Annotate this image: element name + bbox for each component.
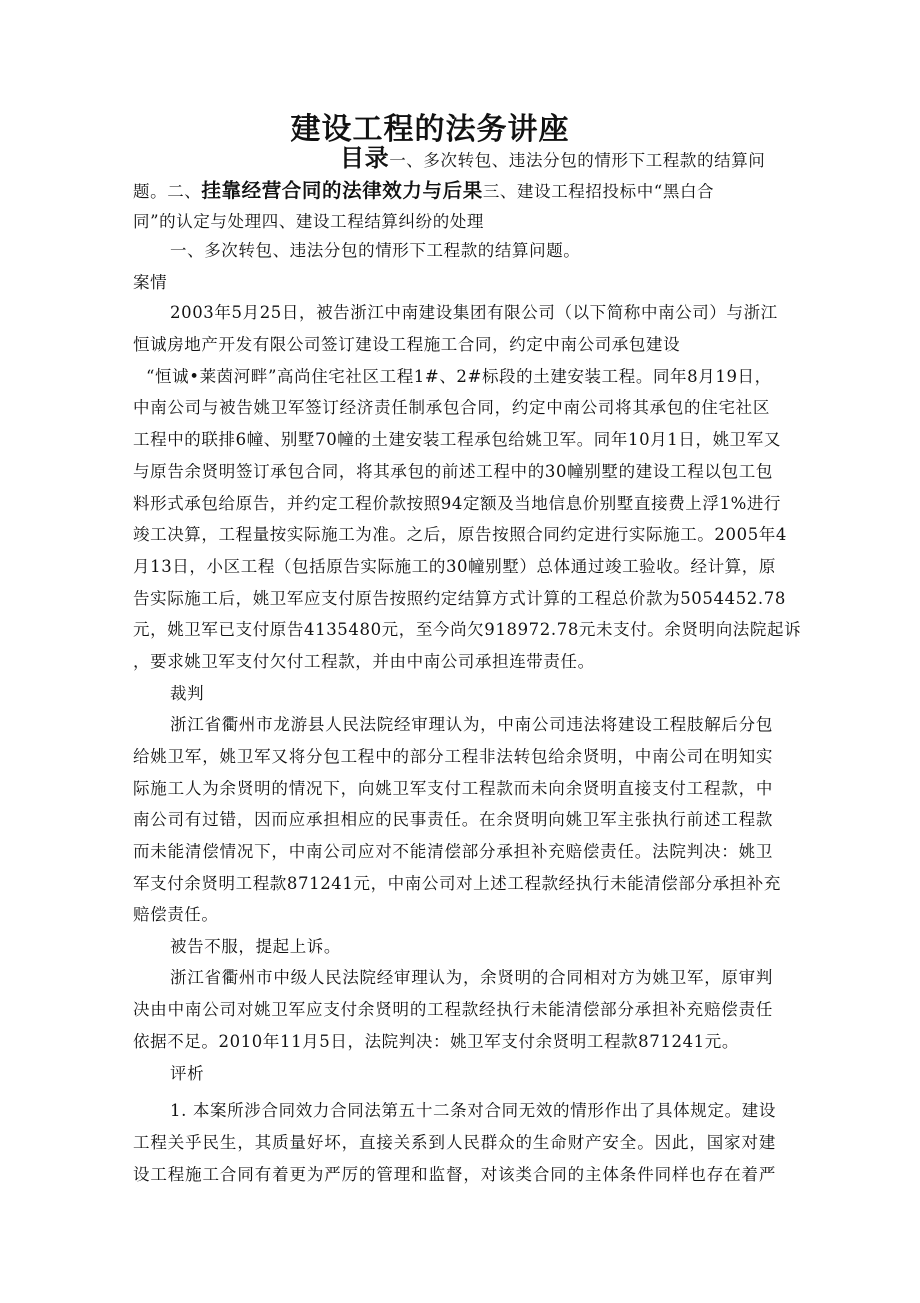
judgment-line: 际施工人为余贤明的情况下，向姚卫军支付工程款而未向余贤明直接支付工程款，中 xyxy=(133,779,773,798)
case-line: 料形式承包给原告，并约定工程价款按照94定额及当地信息价别墅直接费上浮1%进行 xyxy=(133,494,782,513)
case-line: 告实际施工后，姚卫军应支付原告按照约定结算方式计算的工程总价款为5054452.78 xyxy=(133,589,786,608)
second-instance-line: 决由中南公司对姚卫军应支付余贤明的工程款经执行未能清偿部分承担补充赔偿责任 xyxy=(133,1000,773,1019)
judgment-line: 赔偿责任。 xyxy=(133,905,219,924)
case-line: 中南公司与被告姚卫军签订经济责任制承包合同，约定中南公司将其承包的住宅社区 xyxy=(133,398,770,417)
appeal-line: 被告不服，提起上诉。 xyxy=(170,937,341,956)
judgment-line: 给姚卫军，姚卫军又将分包工程中的部分工程非法转包给余贤明，中南公司在明知实 xyxy=(133,747,773,766)
case-line: 恒诚房地产开发有限公司签订建设工程施工合同，约定中南公司承包建设 xyxy=(133,335,681,354)
section-heading: 一、多次转包、违法分包的情形下工程款的结算问题。 xyxy=(170,241,581,260)
case-line: 月13日，小区工程（包括原告实际施工的30幢别墅）总体通过竣工验收。经计算，原 xyxy=(133,557,776,576)
case-line: 2003年5月25日，被告浙江中南建设集团有限公司（以下简称中南公司）与浙江 xyxy=(170,303,778,322)
analysis-label: 评析 xyxy=(170,1064,205,1083)
analysis-line: 设工程施工合同有着更为严厉的管理和监督，对该类合同的主体条件同样也存在着严 xyxy=(133,1165,776,1184)
case-line: “恒诚•莱茵河畔”高尚住宅社区工程1#、2#标段的土建安装工程。同年8月19日， xyxy=(146,367,772,386)
case-line: ，要求姚卫军支付欠付工程款，并由中南公司承担连带责任。 xyxy=(133,652,595,671)
second-instance-line: 浙江省衢州市中级人民法院经审理认为，余贤明的合同相对方为姚卫军，原审判 xyxy=(170,968,773,987)
toc-item-3: 三、建设工程招投标中“黑白合 xyxy=(482,182,715,201)
judgment-line: 而未能清偿情况下，中南公司应对不能清偿部分承担补充赔偿责任。法院判决：姚卫 xyxy=(133,842,773,861)
toc-item-2: 挂靠经营合同的法律效力与后果 xyxy=(201,179,483,202)
judgment-line: 南公司有过错，因而应承担相应的民事责任。在余贤明向姚卫军主张执行前述工程款 xyxy=(133,810,773,829)
judgment-label: 裁判 xyxy=(170,684,205,703)
second-instance-line: 依据不足。2010年11月5日，法院判决：姚卫军支付余贤明工程款871241元。 xyxy=(133,1032,739,1051)
page-title: 建设工程的法务讲座 xyxy=(290,112,570,147)
toc-line-3: 同”的认定与处理四、建设工程结算纠纷的处理 xyxy=(133,212,485,231)
toc-heading: 目录 xyxy=(340,144,390,172)
toc-line-1 xyxy=(340,144,800,172)
toc-item-1-end: 题。二、 xyxy=(133,182,202,201)
case-line: 元，姚卫军已支付原告4135480元，至今尚欠918972.78元未支付。余贤明向法院起诉 xyxy=(133,620,802,639)
analysis-line: 1. 本案所涉合同效力合同法第五十二条对合同无效的情形作出了具体规定。建设 xyxy=(170,1101,776,1120)
judgment-line: 军支付余贤明工程款871241元，中南公司对上述工程款经执行未能清偿部分承担补充 xyxy=(133,874,781,893)
toc-item-1: 一、多次转包、违法分包的情形下工程款的结算问 xyxy=(389,151,766,170)
analysis-line: 工程关乎民生，其质量好坏，直接关系到人民群众的生命财产安全。因此，国家对建 xyxy=(133,1133,776,1152)
case-line: 与原告余贤明签订承包合同，将其承包的前述工程中的30幢别墅的建设工程以包工包 xyxy=(133,462,773,481)
case-line: 竣工决算，工程量按实际施工为准。之后，原告按照合同约定进行实际施工。2005年4 xyxy=(133,525,787,544)
judgment-line: 浙江省衢州市龙游县人民法院经审理认为，中南公司违法将建设工程肢解后分包 xyxy=(170,715,773,734)
toc-line-2 xyxy=(133,181,793,202)
case-label: 案情 xyxy=(133,273,168,292)
case-line: 工程中的联排6幢、别墅70幢的土建安装工程承包给姚卫军。同年10月1日，姚卫军又 xyxy=(133,430,781,449)
